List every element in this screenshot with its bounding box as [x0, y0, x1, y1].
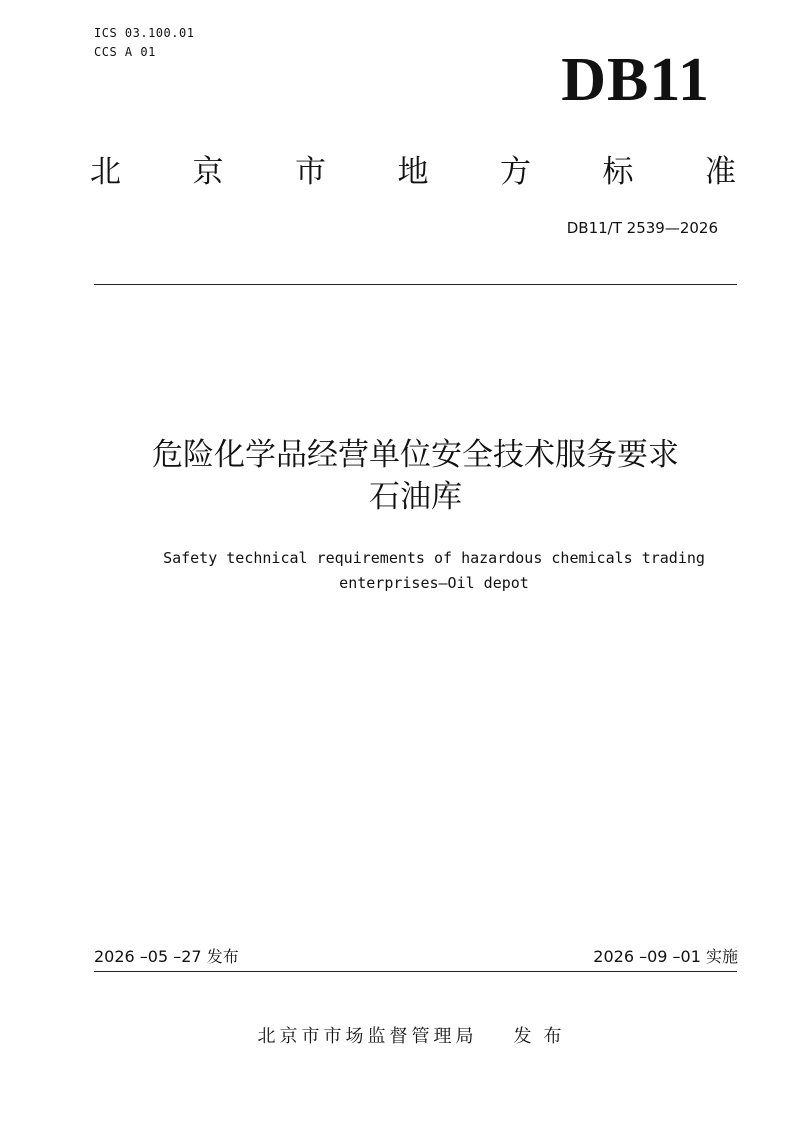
standard-type-char: 地 [397, 154, 429, 190]
bottom-divider [94, 971, 737, 972]
standard-type-char: 京 [192, 154, 224, 190]
issuing-organization: 北京市市场监督管理局 [257, 1026, 478, 1047]
ccs-code: CCS A 01 [94, 45, 156, 59]
ics-code: ICS 03.100.01 [94, 26, 195, 40]
standard-type-char: 准 [705, 154, 736, 190]
issue-date: 2026 –05 –27 发布 [94, 947, 239, 966]
effective-date: 2026 –09 –01 实施 [593, 947, 738, 966]
standard-type-char: 市 [295, 154, 326, 190]
issue-action: 发布 [513, 1026, 574, 1047]
standard-type-char: 方 [500, 154, 531, 190]
standard-number: DB11/T 2539—2026 [566, 219, 718, 237]
db11-logo: DB11 [561, 46, 710, 114]
classification-codes [94, 24, 194, 62]
issuer-line [94, 1024, 737, 1050]
title-en-line1: Safety technical requirements of hazardous chemicals trading [163, 549, 705, 567]
title-cn-line2: 石油库 [369, 479, 462, 515]
standard-type-char: 标 [602, 154, 634, 190]
title-cn-line1: 危险化学品经营单位安全技术服务要求 [152, 437, 679, 473]
title-en-line2: enterprises—Oil depot [339, 574, 529, 592]
top-divider [94, 284, 737, 285]
standard-type-heading [90, 152, 736, 192]
standard-type-char: 北 [90, 154, 121, 190]
